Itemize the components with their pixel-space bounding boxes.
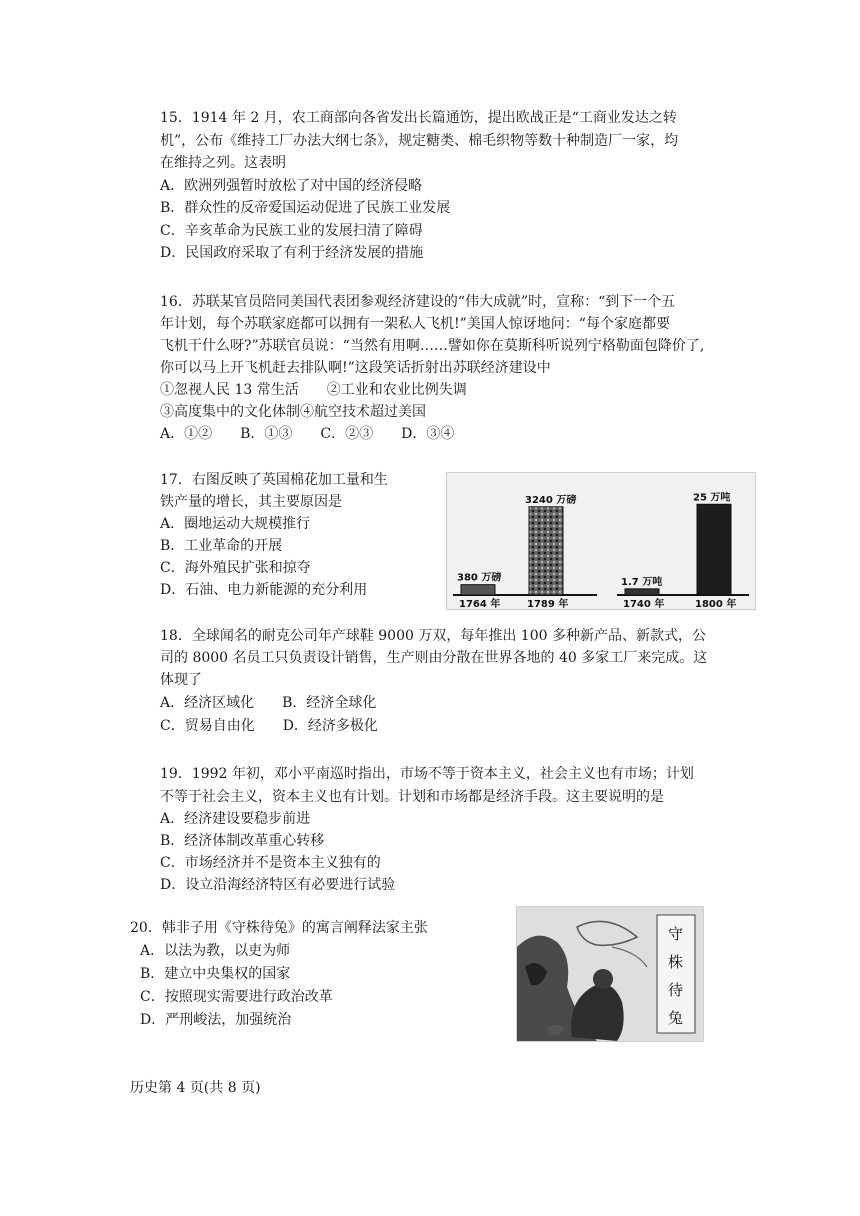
q19-option-b: B．经济体制改革重心转移	[160, 833, 325, 849]
q15-stem-line-1: 15．1914 年 2 月，农工商部向各省发出长篇通饬，提出欧战正是“工商业发达之转	[160, 110, 677, 126]
q17-option-d: D．石油、电力新能源的充分利用	[160, 582, 368, 598]
q16-item-line-1: ①忽视人民 13 常生活 ②工业和农业比例失调	[160, 382, 467, 398]
q20-option-c: C．按照现实需要进行政治改革	[140, 989, 333, 1005]
q16-stem-line-1: 16．苏联某官员陪同美国代表团参观经济建设的“伟大成就”时，宣称：“到下一个五	[160, 294, 676, 310]
q16-item-line-2: ③高度集中的文化体制④航空技术超过美国	[160, 404, 426, 420]
cotton-value-label-1: 380 万磅	[457, 572, 502, 584]
q15-option-a: A．欧洲列强暂时放松了对中国的经济侵略	[160, 178, 423, 194]
iron-bar-1	[625, 589, 659, 595]
q16-stem-line-4: 你可以马上开飞机赶去排队啊!”这段笑话折射出苏联经济建设中	[160, 360, 551, 376]
q19-option-c: C．市场经济并不是资本主义独有的	[160, 855, 381, 871]
caption-char-1: 守	[668, 925, 684, 943]
q16-stem-line-2: 年计划，每个苏联家庭都可以拥有一架私人飞机!”美国人惊讶地问：“每个家庭都要	[160, 316, 670, 332]
q17-stem-line-2: 铁产量的增长，其主要原因是	[160, 494, 342, 510]
q18-option-line-2: C．贸易自由化 D．经济多极化	[160, 718, 378, 734]
q15-option-c: C．辛亥革命为民族工业的发展扫清了障碍	[160, 223, 423, 239]
shou-zhu-dai-tu-illustration	[517, 907, 703, 1041]
iron-category-label-2: 1800 年	[695, 599, 737, 609]
q19-stem-line-2: 不等于社会主义，资本主义也有计划。计划和市场都是经济手段。这主要说明的是	[160, 789, 664, 805]
cotton-bar-1	[461, 585, 495, 595]
q19-option-d: D．设立沿海经济特区有必要进行试验	[160, 877, 396, 893]
q17-option-b: B．工业革命的开展	[160, 538, 283, 554]
page-footer: 历史第 4 页(共 8 页)	[130, 1080, 261, 1096]
q20-option-b: B．建立中央集权的国家	[140, 966, 291, 982]
q17-option-a: A．圈地运动大规模推行	[160, 516, 311, 532]
q20-stem: 20．韩非子用《守株待兔》的寓言阐释法家主张	[130, 920, 428, 936]
q18-stem-line-2: 司的 8000 名员工只负责设计销售，生产则由分散在世界各地的 40 多家工厂来完成。这	[160, 650, 708, 666]
q17-stem-line-1: 17．右图反映了英国棉花加工量和生	[160, 472, 388, 488]
q19-option-a: A．经济建设要稳步前进	[160, 811, 311, 827]
iron-value-label-2: 25 万吨	[693, 492, 731, 504]
q20-option-d: D．严刑峻法，加强统治	[140, 1012, 292, 1028]
q15-stem-line-2: 机”，公布《维持工厂办法大纲七条》，规定糖类、棉毛织物等数十种制造厂一家，均	[160, 133, 679, 149]
cotton-value-label-2: 3240 万磅	[525, 494, 577, 506]
q20-option-a: A．以法为教，以吏为师	[140, 943, 291, 959]
caption-char-3: 待	[668, 981, 684, 999]
q17-option-c: C．海外殖民扩张和掠夺	[160, 560, 311, 576]
q17-bar-chart	[447, 473, 755, 609]
cotton-category-label-1: 1764 年	[459, 599, 501, 609]
q16-options: A．①② B．①③ C．②③ D．③④	[160, 426, 455, 442]
q15-option-d: D．民国政府采取了有利于经济发展的措施	[160, 245, 424, 261]
caption-char-2: 株	[668, 953, 684, 971]
q16-stem-line-3: 飞机干什么呀?”苏联官员说：“当然有用啊……譬如你在莫斯科听说列宁格勒面包降价了,	[160, 338, 705, 354]
cotton-bar-2	[529, 507, 563, 595]
q19-stem-line-1: 19．1992 年初，邓小平南巡时指出，市场不等于资本主义，社会主义也有市场；计划	[160, 766, 694, 782]
q18-stem-line-1: 18．全球闻名的耐克公司年产球鞋 9000 万双，每年推出 100 多种新产品、新款式，公	[160, 628, 706, 644]
q15-stem-line-3: 在维持之列。这表明	[160, 155, 286, 171]
q15-option-b: B．群众性的反帝爱国运动促进了民族工业发展	[160, 200, 451, 216]
cotton-category-label-2: 1789 年	[527, 599, 569, 609]
q17-bar-chart-figure	[446, 472, 756, 610]
q20-illustration	[516, 906, 704, 1042]
iron-bar-2	[697, 504, 731, 595]
iron-category-label-1: 1740 年	[623, 599, 665, 609]
caption-char-4: 兔	[668, 1009, 684, 1027]
q18-option-line-1: A．经济区域化 B．经济全球化	[160, 695, 377, 711]
q18-stem-line-3: 体现了	[160, 672, 202, 688]
iron-value-label-1: 1.7 万吨	[621, 576, 663, 588]
